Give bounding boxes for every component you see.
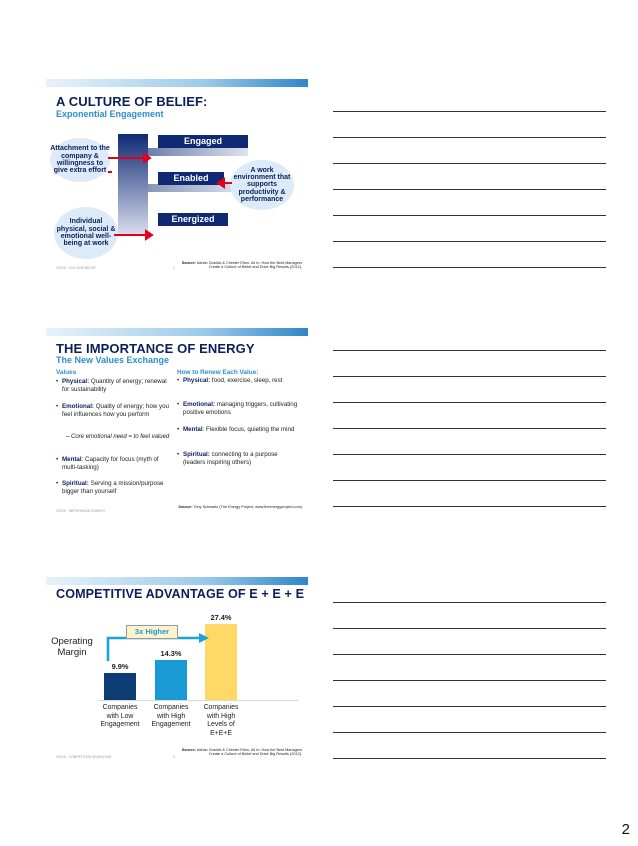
source-label: Source: (181, 748, 196, 752)
renew-heading: How to Renew Each Value: (177, 369, 259, 376)
bar-value-label: 14.3% (160, 649, 182, 659)
renew-spiritual: • Spiritual: connecting to a purpose (leaders inspiring others) (177, 451, 278, 466)
x-axis-line (98, 700, 298, 701)
note-line (333, 602, 606, 603)
slide-top-bar (46, 328, 308, 336)
note-line (333, 163, 606, 164)
slide-title: THE IMPORTANCE OF ENERGY (56, 341, 255, 356)
oval-attachment: Attachment to the company & willingness to give extra effort (50, 138, 110, 182)
renew-mental: • Mental: Flexible focus, quieting the mind (177, 426, 295, 433)
note-line (333, 111, 606, 112)
note-line (333, 267, 606, 268)
arrows (46, 79, 308, 275)
source-label: Source: (181, 261, 196, 265)
footer-tiny: ©2016 · COMPETITIVE ADVANTAGE (56, 755, 112, 759)
source-note (172, 261, 302, 270)
chart-ylabel: Operating Margin (51, 636, 93, 659)
category-label: Companies with Low Engagement (100, 704, 140, 729)
note-line (333, 706, 606, 707)
category-label: Companies with High Levels of E+E+E (203, 704, 239, 737)
note-line (333, 654, 606, 655)
note-line (333, 189, 606, 190)
footer-tiny: ©2016 · CULTURE BELIEF (56, 266, 97, 270)
value-mental: • Mental: Capacity for focus (myth of multi-tasking) (56, 456, 159, 471)
note-line (333, 241, 606, 242)
energized-bar: Energized (158, 213, 228, 226)
slide-number: 1 (173, 266, 175, 270)
bar-2 (155, 660, 187, 700)
oval-well-being: Individual physical, social & emotional well-being at work (54, 207, 118, 259)
bar-1 (104, 673, 136, 700)
note-line (333, 732, 606, 733)
page-number: 2 (621, 821, 630, 838)
source-note (162, 505, 302, 509)
slide-title: A CULTURE OF BELIEF: (56, 94, 208, 109)
value-emotional-subitem: – Core emotional need = to feel valued (66, 434, 170, 440)
note-line (333, 215, 606, 216)
note-line (333, 506, 606, 507)
value-physical: • Physical: Quantity of energy; renewal for sustainability (56, 378, 167, 393)
note-line (333, 628, 606, 629)
slide-title: COMPETITIVE ADVANTAGE OF E + E + E (56, 587, 305, 601)
note-line (333, 402, 606, 403)
values-heading: Values (56, 369, 77, 376)
bar-value-label: 27.4% (210, 613, 232, 622)
oval-work-environment: A work environment that supports productivity & performance (230, 160, 294, 210)
annotation-3x-higher: 3x Higher (126, 625, 178, 639)
bar-3 (205, 624, 237, 700)
bar-value-label: 9.9% (111, 661, 129, 671)
slide-subtitle: The New Values Exchange (56, 355, 170, 365)
slide-subtitle: Exponential Engagement (56, 109, 164, 119)
note-line (333, 480, 606, 481)
source-text: Tony Schwartz (The Energy Project, www.theenergyproject.com) (193, 505, 302, 509)
slide-culture-of-belief (46, 79, 308, 275)
slide-number: 3 (173, 755, 175, 759)
slide-importance-of-energy (46, 328, 308, 524)
source-note (172, 748, 302, 757)
renew-emotional: • Emotional: managing triggers, cultivating positive emotions (177, 401, 298, 416)
source-text: Adrian Gostick & Chester Elton, All In: How the Best Managers Create a Culture of Belief and Drive Big Results (2012). (196, 261, 302, 270)
footer-tiny: ©2016 · IMPORTANCE ENERGY (56, 509, 106, 513)
slide-competitive-advantage (46, 577, 308, 773)
enabled-bar: Enabled (158, 172, 224, 185)
value-emotional: • Emotional: Quality of energy; how you feel influences how you perform (56, 403, 169, 418)
source-text: Adrian Gostick & Chester Elton, All In: How the Best Managers Create a Culture of Belief and Drive Big Results (2012). (196, 748, 302, 757)
note-line (333, 350, 606, 351)
engaged-bar: Engaged (158, 135, 248, 148)
value-spiritual: • Spiritual: Serving a mission/purpose bigger than yourself (56, 480, 164, 495)
note-line (333, 137, 606, 138)
operating-margin-chart (46, 577, 308, 773)
note-line (333, 758, 606, 759)
note-line (333, 680, 606, 681)
note-line (333, 428, 606, 429)
category-label: Companies with High Engagement (151, 704, 191, 729)
source-label: Source: (178, 505, 193, 509)
note-line (333, 454, 606, 455)
note-line (333, 376, 606, 377)
renew-physical: • Physical: food, exercise, sleep, rest (177, 377, 283, 384)
